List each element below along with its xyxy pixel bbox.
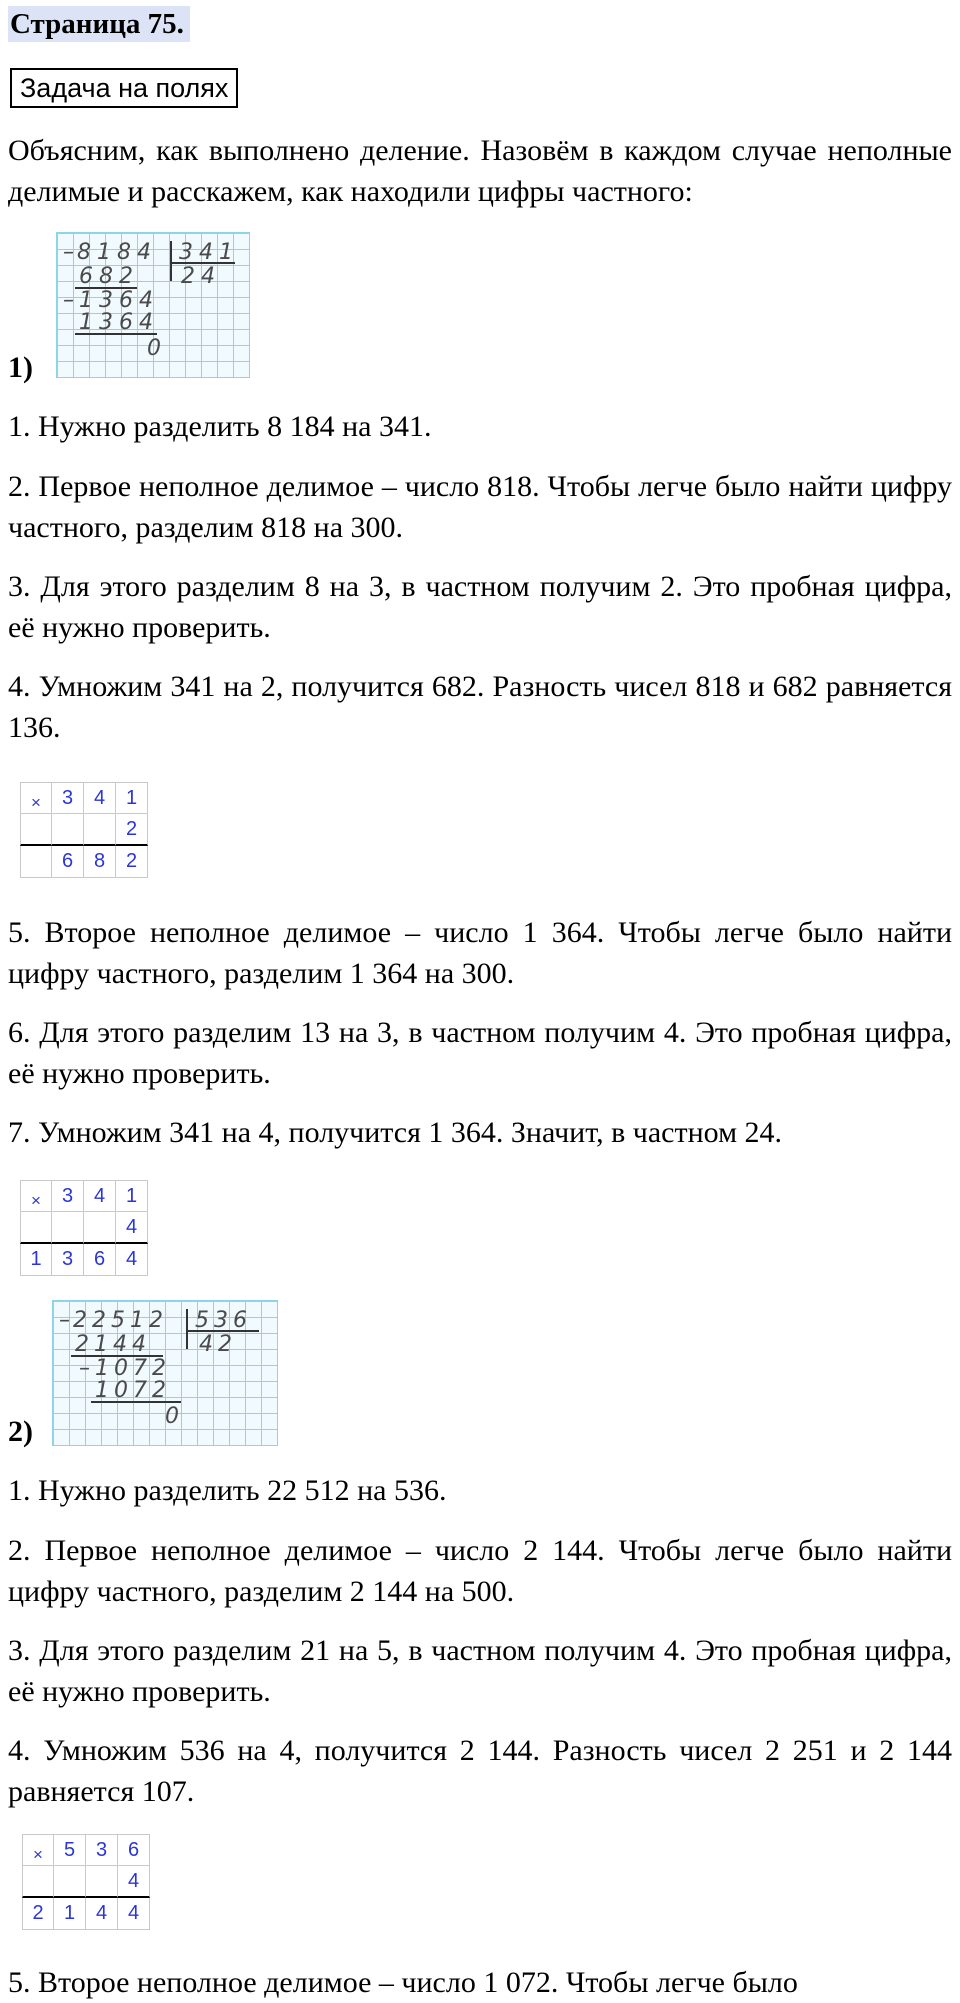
part-1-step-5: 5. Второе неполное делимое – число 1 364. Чтобы легче было найти цифру частного, разделим 1 364 на 300. xyxy=(8,916,952,990)
grid-cell: 5 xyxy=(54,1834,86,1866)
grid-cell: 8 xyxy=(84,846,116,878)
division-1-divisor: 341 xyxy=(179,240,239,265)
part-2-step-5: 5. Второе неполное делимое – число 1 072. Чтобы легче было xyxy=(8,1966,798,1999)
division-2-quotient: 42 xyxy=(199,1332,237,1357)
part-1-step-7: 7. Умножим 341 на 4, получится 1 364. Значит, в частном 24. xyxy=(8,1116,783,1149)
grid-cell: 4 xyxy=(118,1866,150,1898)
division-2-sub1: 2144 xyxy=(75,1332,151,1357)
grid-cell xyxy=(20,846,52,878)
grid-cell xyxy=(22,1866,54,1898)
grid-cell: 3 xyxy=(86,1834,118,1866)
part-2-step-4: 4. Умножим 536 на 4, получится 2 144. Разность чисел 2 251 и 2 144 равняется 107. xyxy=(8,1734,952,1808)
grid-cell xyxy=(84,814,116,846)
grid-cell: 1 xyxy=(54,1898,86,1930)
part-2-step-1: 1. Нужно разделить 22 512 на 536. xyxy=(8,1474,447,1507)
grid-cell: 1 xyxy=(116,782,148,814)
grid-cell: 4 xyxy=(116,1212,148,1244)
division-2-result: 0 xyxy=(165,1404,179,1429)
division-1-drawing xyxy=(57,233,249,377)
grid-cell xyxy=(86,1866,118,1898)
task-title-box: Задача на полях xyxy=(10,68,238,108)
minus-sign: – xyxy=(63,288,74,313)
division-1-sub2: 1364 xyxy=(79,310,159,335)
part-2-step-2: 2. Первое неполное делимое – число 2 144. Чтобы легче было найти цифру частного, разделим 2 144 на 500. xyxy=(8,1534,952,1608)
grid-cell: 1 xyxy=(20,1244,52,1276)
grid-cell: 1 xyxy=(116,1180,148,1212)
minus-sign: – xyxy=(63,240,74,265)
grid-cell: 2 xyxy=(116,846,148,878)
grid-cell: 6 xyxy=(52,846,84,878)
division-2-drawing xyxy=(53,1301,277,1445)
division-1-notebook xyxy=(56,232,250,378)
grid-cell xyxy=(20,1180,52,1212)
part-2-label: 2) xyxy=(8,1415,33,1448)
grid-cell: 4 xyxy=(86,1898,118,1930)
part-1-label: 1) xyxy=(8,351,33,384)
part-1-step-3: 3. Для этого разделим 8 на 3, в частном получим 2. Это пробная цифра, её нужно проверить. xyxy=(8,570,952,644)
grid-cell: 3 xyxy=(52,1244,84,1276)
grid-cell xyxy=(20,782,52,814)
division-2-notebook xyxy=(52,1300,278,1446)
grid-cell: 2 xyxy=(116,814,148,846)
grid-cell xyxy=(20,1212,52,1244)
minus-sign: – xyxy=(59,1308,70,1333)
part-1-step-6: 6. Для этого разделим 13 на 3, в частном получим 4. Это пробная цифра, её нужно проверить. xyxy=(8,1016,952,1090)
division-2-rem1: 1072 xyxy=(95,1356,171,1381)
division-2-sub2: 1072 xyxy=(95,1378,171,1403)
grid-cell: 2 xyxy=(22,1898,54,1930)
division-2-divisor: 536 xyxy=(195,1308,252,1333)
grid-cell xyxy=(54,1866,86,1898)
grid-cell: 4 xyxy=(118,1898,150,1930)
part-1-step-1: 1. Нужно разделить 8 184 на 341. xyxy=(8,410,432,443)
minus-sign: – xyxy=(79,1356,90,1381)
grid-cell: 6 xyxy=(84,1244,116,1276)
division-1-quotient: 24 xyxy=(181,264,221,289)
multiplication-grid-341x2 xyxy=(20,782,148,878)
part-1-step-2: 2. Первое неполное делимое – число 818. Чтобы легче было найти цифру частного, разделим 818 на 300. xyxy=(8,470,952,544)
grid-cell: 6 xyxy=(118,1834,150,1866)
division-1-rem1: 1364 xyxy=(79,288,159,313)
grid-cell: 3 xyxy=(52,782,84,814)
multiply-sign: × xyxy=(33,1845,43,1864)
multiply-sign: × xyxy=(31,1191,41,1210)
grid-cell xyxy=(20,814,52,846)
grid-cell xyxy=(84,1212,116,1244)
part-2-step-3: 3. Для этого разделим 21 на 5, в частном получим 4. Это пробная цифра, её нужно проверить. xyxy=(8,1634,952,1708)
multiply-sign: × xyxy=(31,793,41,812)
division-1-sub1: 682 xyxy=(79,264,139,289)
part-1-step-4: 4. Умножим 341 на 2, получится 682. Разность чисел 818 и 682 равняется 136. xyxy=(8,670,952,744)
grid-cell xyxy=(22,1834,54,1866)
division-2-dividend: 22512 xyxy=(73,1308,168,1333)
intro-text: Объясним, как выполнено деление. Назовём в каждом случае неполные делимые и расскажем, как находили цифры частного: xyxy=(8,134,952,208)
grid-cell: 4 xyxy=(84,782,116,814)
multiplication-grid-341x4 xyxy=(20,1180,148,1276)
grid-cell xyxy=(52,814,84,846)
page-title: Страница 75. xyxy=(8,6,190,42)
multiplication-grid-536x4 xyxy=(22,1834,150,1930)
division-1-result: 0 xyxy=(147,336,161,361)
grid-cell: 4 xyxy=(84,1180,116,1212)
grid-cell: 4 xyxy=(116,1244,148,1276)
division-1-dividend: 8184 xyxy=(77,240,157,265)
grid-cell xyxy=(52,1212,84,1244)
grid-cell: 3 xyxy=(52,1180,84,1212)
